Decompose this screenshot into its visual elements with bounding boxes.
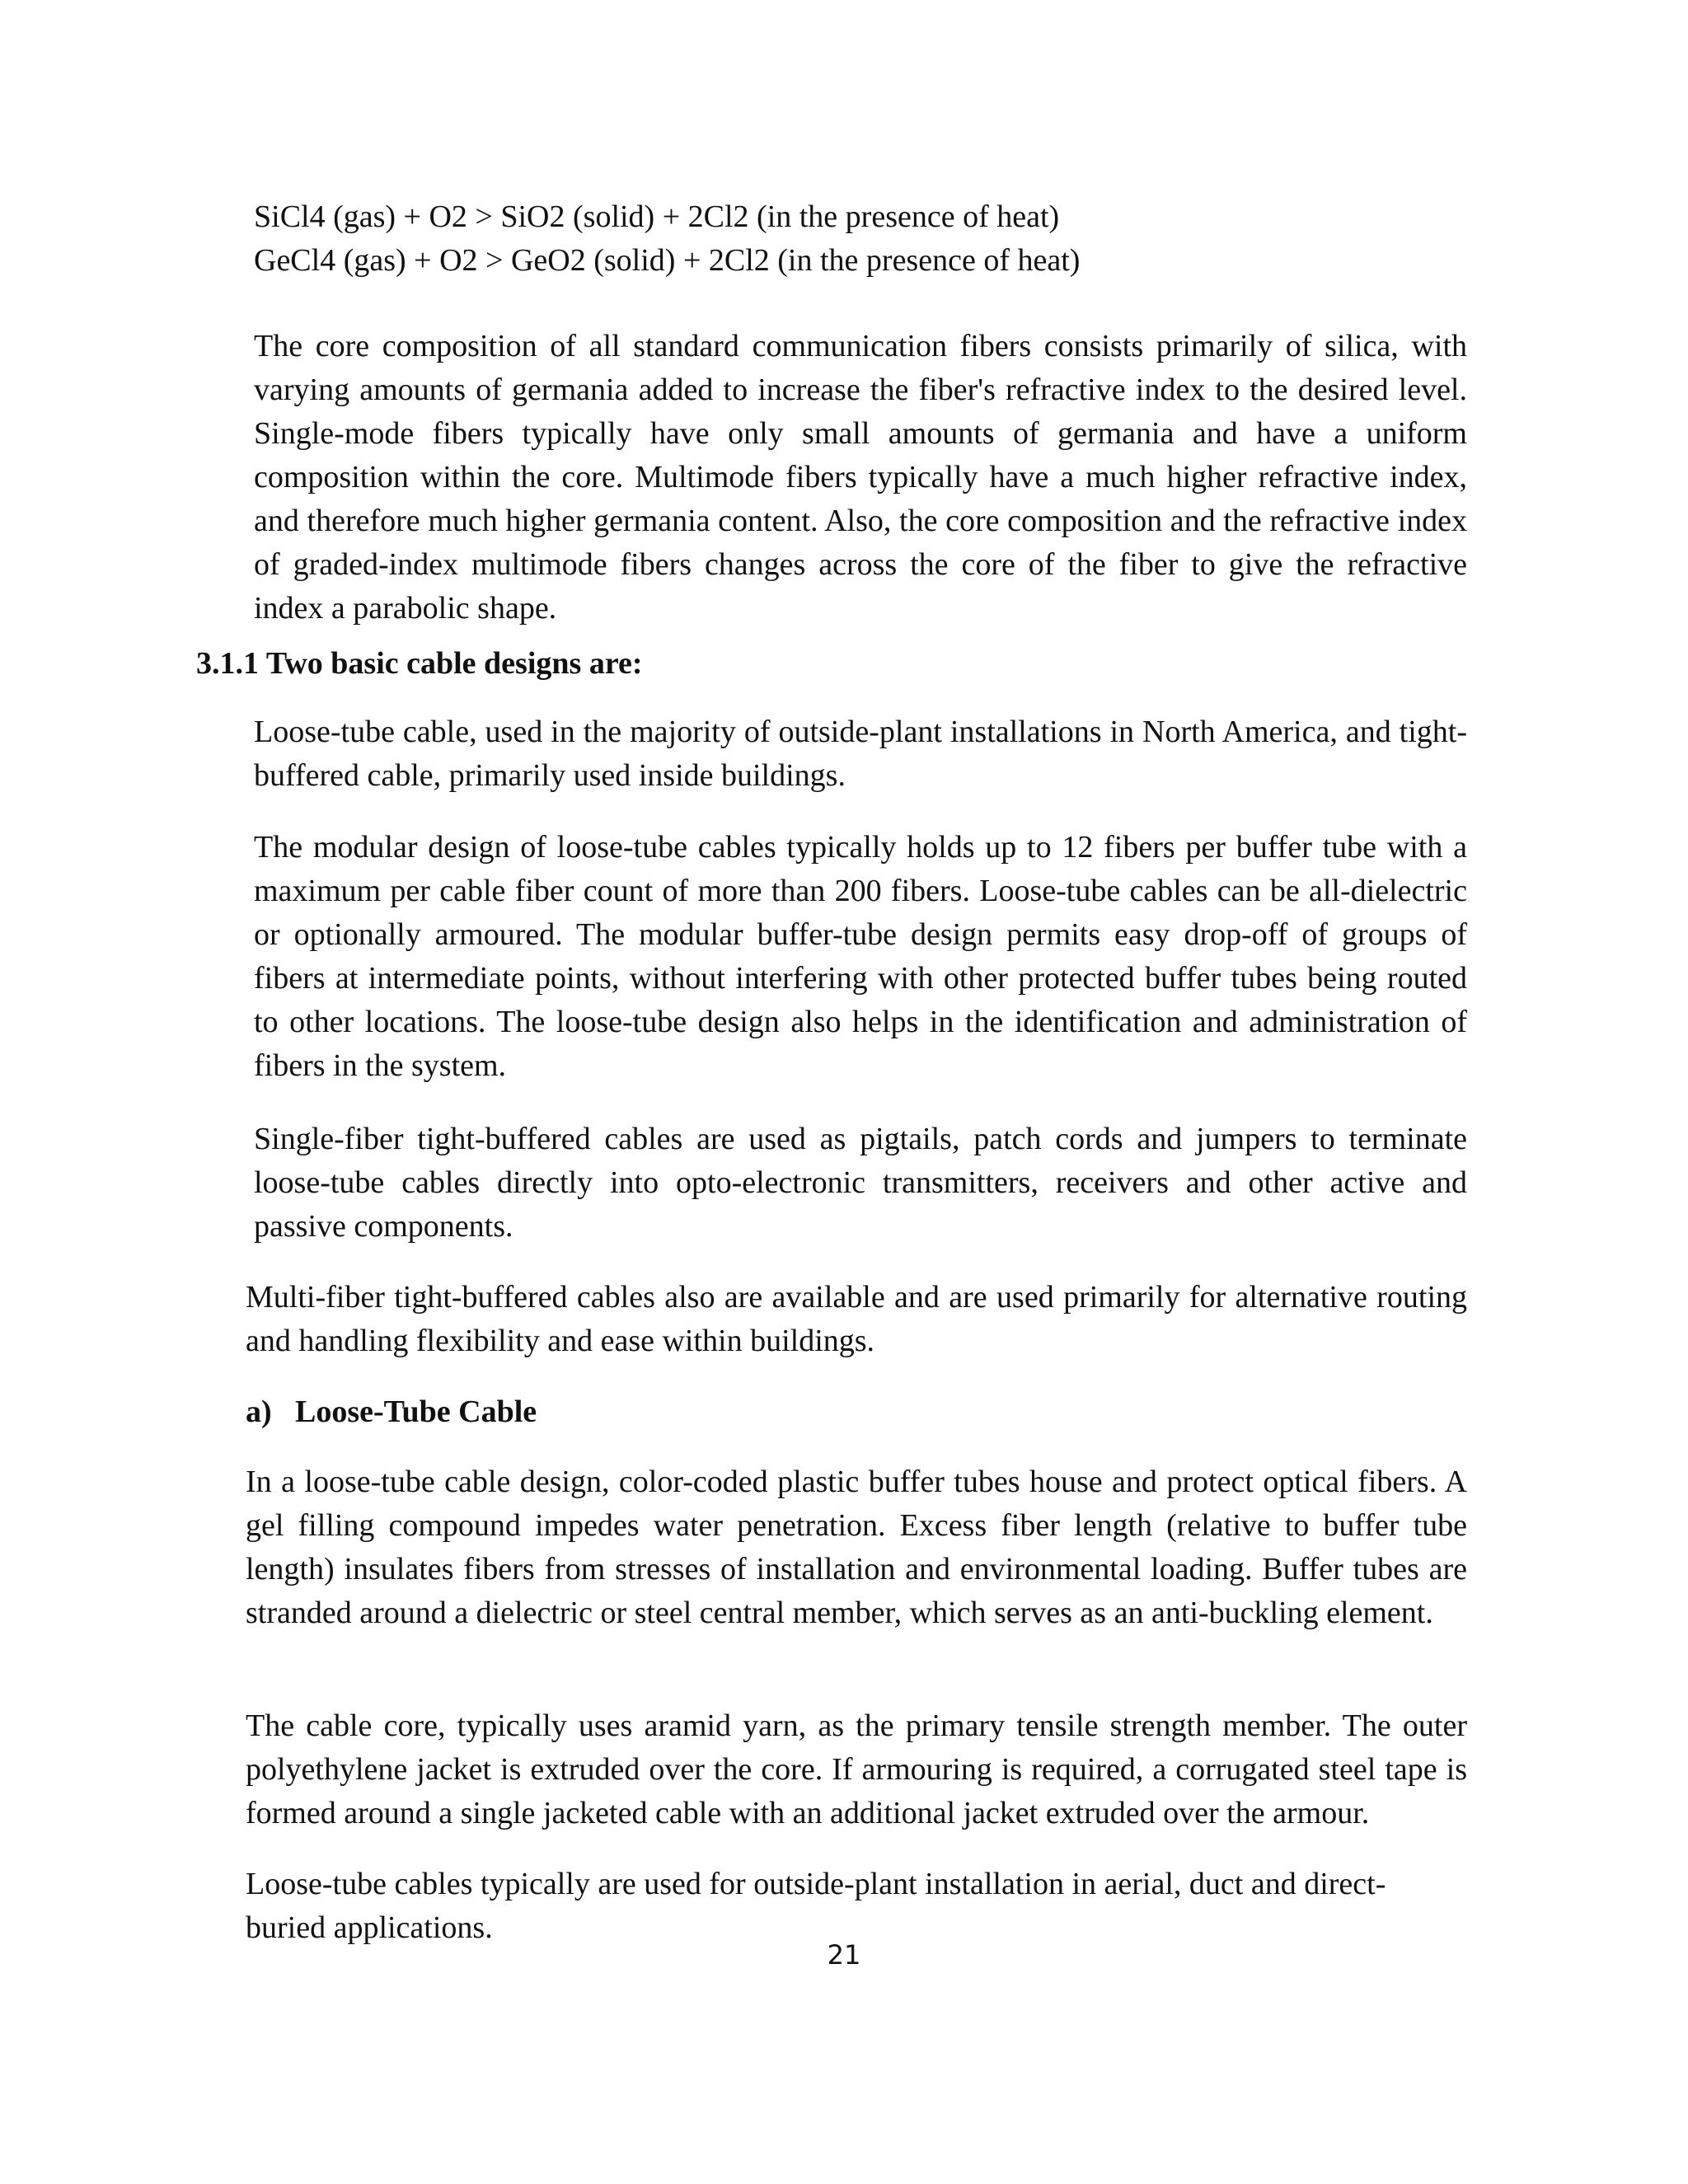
page-number: 21 bbox=[827, 1939, 861, 1971]
paragraph-loose-tube-design: In a loose-tube cable design, color-coded plastic buffer tubes house and protect optical fibers. A gel filling compound impedes water penetration. Excess fiber length (relative to buffer tube length) insulates fibers from stresses of installation and environmental loading. Buffer tubes are stranded around a dielectric or steel central member, which serves as an anti-buckling element. bbox=[246, 1465, 1467, 1630]
paragraph-modular-design: The modular design of loose-tube cables typically holds up to 12 fibers per buffer tube with a maximum per cable fiber count of more than 200 fibers. Loose-tube cables can be all-dielectric or optionally armoured. The modular buffer-tube design permits easy drop-off of groups of fibers at intermediate points, without interfering with other protected buffer tubes being routed to other locations. The loose-tube design also helps in the identification and administration of fibers in the system. bbox=[254, 830, 1467, 1083]
paragraph-core-composition: The core composition of all standard communication fibers consists primarily of silica, with varying amounts of germania added to increase the fiber's refractive index to the desired level. Single-mode fibers typically have only small amounts of germania and have a uniform composition within the core. Multimode fibers typically have a much higher refractive index, and therefore much higher germania content. Also, the core composition and the refractive index of graded-index multimode fibers changes across the core of the fiber to give the refractive index a parabolic shape. bbox=[254, 329, 1467, 626]
paragraph-applications: Loose-tube cables typically are used for outside-plant installation in aerial, duct and direct-buried applications. bbox=[246, 1867, 1386, 1945]
paragraph-two-designs: Loose-tube cable, used in the majority of outside-plant installations in North America, and tight-buffered cable, primarily used inside buildings. bbox=[254, 715, 1467, 793]
subheading-label: a) bbox=[246, 1394, 272, 1429]
subheading-loose-tube-cable bbox=[246, 1390, 537, 1434]
equation-gecl4: GeCl4 (gas) + O2 > GeO2 (solid) + 2Cl2 (in the presence of heat) bbox=[254, 243, 1081, 278]
paragraph-cable-core: The cable core, typically uses aramid yarn, as the primary tensile strength member. The outer polyethylene jacket is extruded over the core. If armouring is required, a corrugated steel tape is formed around a single jacketed cable with an additional jacket extruded over the armour. bbox=[246, 1708, 1467, 1830]
subheading-title: Loose-Tube Cable bbox=[295, 1394, 537, 1429]
equation-sicl4: SiCl4 (gas) + O2 > SiO2 (solid) + 2Cl2 (in the presence of heat) bbox=[254, 199, 1060, 234]
paragraph-multi-fiber: Multi-fiber tight-buffered cables also are available and are used primarily for alternative routing and handling flexibility and ease within buildings. bbox=[246, 1280, 1467, 1358]
paragraph-single-fiber: Single-fiber tight-buffered cables are used as pigtails, patch cords and jumpers to terminate loose-tube cables directly into opto-electronic transmitters, receivers and other active and passive components. bbox=[254, 1122, 1467, 1244]
section-heading-3-1-1: 3.1.1 Two basic cable designs are: bbox=[196, 646, 643, 681]
